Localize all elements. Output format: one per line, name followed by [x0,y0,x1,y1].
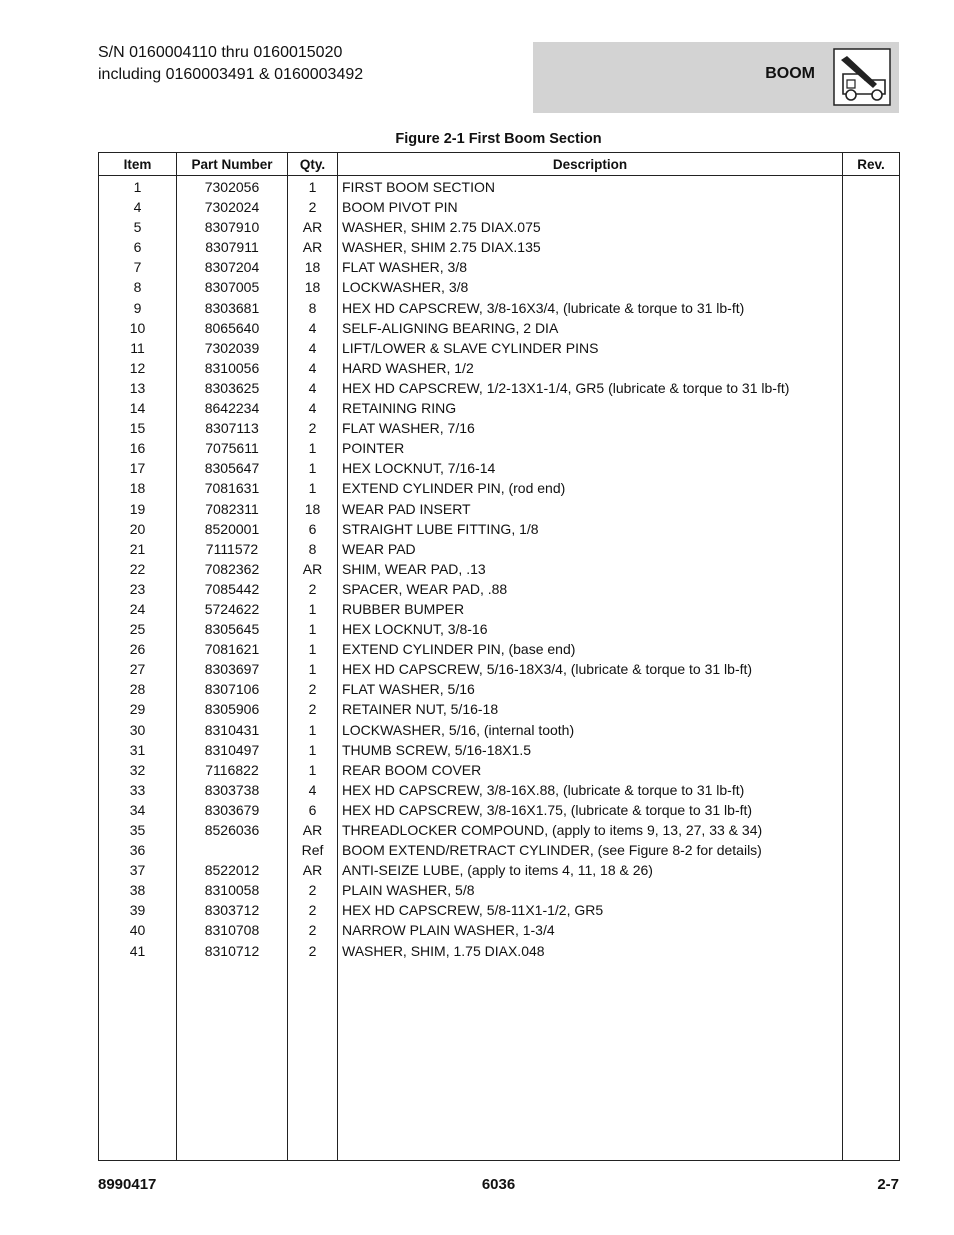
qty-cell: 1 [308,641,317,658]
description-cell: SPACER, WEAR PAD, .88 [342,580,508,597]
serial-line-1: S/N 0160004110 thru 0160015020 [98,44,343,61]
part-number-cell: 7082311 [205,500,259,517]
item-cell: 16 [129,440,146,457]
col-header-description: Description [338,153,843,176]
description-cell: BOOM PIVOT PIN [342,199,458,216]
qty-cell: Ref [301,842,324,859]
description-cell: WEAR PAD [342,540,416,557]
part-number-cell: 8303738 [204,781,260,798]
description-cell: BOOM EXTEND/RETRACT CYLINDER, (see Figure 8-2 for details) [342,842,762,859]
part-number-cell: 8307910 [204,219,260,236]
part-number-cell: 8310708 [204,922,260,939]
qty-cell: 4 [308,319,317,336]
part-number-cell: 7111572 [205,540,259,557]
description-cell: LIFT/LOWER & SLAVE CYLINDER PINS [342,339,599,356]
part-number-cell: 8065640 [204,319,260,336]
part-number-cell: 8310056 [204,359,260,376]
item-cell: 10 [129,319,146,336]
item-cell: 34 [129,801,146,818]
part-number-cell: 8642234 [204,400,260,417]
part-number-cell: 8303681 [204,299,260,316]
footer-model: 6036 [481,1176,516,1193]
item-cell: 41 [129,942,146,959]
part-number-cell: 7082362 [204,560,260,577]
description-cell: FLAT WASHER, 3/8 [342,259,467,276]
item-cell: 21 [129,540,146,557]
description-cell: REAR BOOM COVER [342,761,482,778]
qty-cell: 4 [308,781,317,798]
part-number-cell: 8307204 [204,259,260,276]
description-cell: WEAR PAD INSERT [342,500,471,517]
description-cell: HEX LOCKNUT, 7/16-14 [342,460,496,477]
description-cell: HEX HD CAPSCREW, 5/16-18X3/4, (lubricate & torque to 31 lb-ft) [342,661,753,678]
item-cell: 5 [133,219,142,236]
item-cell: 36 [129,842,146,859]
qty-cell: 2 [308,942,317,959]
item-cell: 4 [133,199,142,216]
item-cell: 27 [129,661,146,678]
qty-cell: 2 [308,882,317,899]
part-number-cell: 7302056 [204,179,260,195]
part-number-cell: 8305645 [204,621,260,638]
description-cell: HARD WASHER, 1/2 [342,359,474,376]
qty-cell: 1 [308,460,317,477]
item-cell: 33 [129,781,146,798]
part-number-cell: 8310058 [204,882,260,899]
parts-table [98,152,900,1161]
description-cell: PLAIN WASHER, 5/8 [342,882,475,899]
qty-cell: 2 [308,701,317,718]
item-cell: 23 [129,580,146,597]
qty-cell: 1 [308,440,317,457]
item-cell: 32 [129,761,146,778]
item-cell: 12 [129,359,146,376]
qty-cell: 2 [308,902,317,919]
qty-cell: 4 [308,339,317,356]
qty-cell: AR [302,560,323,577]
description-cell: LOCKWASHER, 5/16, (internal tooth) [342,721,575,738]
part-number-cell: 8520001 [204,520,260,537]
item-cell: 6 [133,239,142,256]
item-cell: 31 [129,741,146,758]
qty-cell: 2 [308,199,317,216]
table-header-row [99,153,900,176]
table-body [99,176,900,1161]
part-number-cell: 8303679 [204,801,260,818]
item-cell: 9 [133,299,142,316]
description-cell: EXTEND CYLINDER PIN, (rod end) [342,480,566,497]
part-number-cell: 7085442 [204,580,260,597]
figure-title: Figure 2-1 First Boom Section [395,131,602,147]
item-column [99,176,177,1161]
qty-cell: 1 [308,621,317,638]
qty-cell: 1 [308,761,317,778]
item-cell: 26 [129,641,146,658]
item-cell: 38 [129,882,146,899]
qty-cell: 1 [308,741,317,758]
item-cell: 35 [129,822,146,838]
item-cell: 20 [129,520,146,537]
qty-cell: AR [302,239,323,256]
item-cell: 18 [129,480,146,497]
item-cell: 40 [129,922,146,939]
description-cell: HEX HD CAPSCREW, 3/8-16X.88, (lubricate & torque to 31 lb-ft) [342,781,745,798]
telehandler-boom-icon [833,48,891,106]
description-cell: ANTI-SEIZE LUBE, (apply to items 4, 11, 18 & 26) [342,862,653,879]
part-number-cell: 8307911 [205,239,259,256]
part-number-cell [177,840,287,860]
qty-cell: 1 [308,661,317,678]
part-number-cell: 8307005 [204,279,260,296]
qty-cell: 18 [304,500,321,517]
section-title: BOOM [765,65,815,82]
description-cell: HEX HD CAPSCREW, 3/8-16X3/4, (lubricate & torque to 31 lb-ft) [342,299,745,316]
item-cell: 11 [130,339,145,356]
qty-cell: 4 [308,359,317,376]
qty-cell: 6 [308,801,317,818]
description-cell: FLAT WASHER, 5/16 [342,681,475,698]
description-cell: THUMB SCREW, 5/16-18X1.5 [342,741,532,758]
qty-cell: AR [302,822,323,838]
description-cell: WASHER, SHIM 2.75 DIAX.135 [342,239,541,256]
qty-cell: 8 [308,299,317,316]
qty-cell: 1 [308,480,317,497]
qty-cell: 1 [308,600,317,617]
qty-cell: 18 [304,279,321,296]
item-cell: 7 [133,259,142,276]
item-cell: 22 [129,560,146,577]
description-cell: HEX HD CAPSCREW, 1/2-13X1-1/4, GR5 (lubricate & torque to 31 lb-ft) [342,379,790,396]
item-cell: 39 [129,902,146,919]
col-header-qty: Qty. [288,153,338,176]
part-number-column [177,176,288,1161]
item-cell: 14 [129,400,146,417]
item-cell: 29 [129,701,146,718]
part-number-cell: 7081621 [204,641,260,658]
qty-cell: 6 [308,520,317,537]
qty-cell: 2 [308,580,317,597]
description-cell: FIRST BOOM SECTION [342,179,495,195]
item-cell: 37 [129,862,146,879]
description-cell: POINTER [342,440,405,457]
item-cell: 28 [129,681,146,698]
part-number-cell: 8303712 [204,902,260,919]
qty-column [288,176,338,1161]
part-number-cell: 8307113 [205,420,259,437]
part-number-cell: 8305906 [204,701,260,718]
description-cell: HEX HD CAPSCREW, 5/8-11X1-1/2, GR5 [342,902,604,919]
section-header-box [533,42,899,113]
item-cell: 17 [129,460,146,477]
description-cell: HEX HD CAPSCREW, 3/8-16X1.75, (lubricate & torque to 31 lb-ft) [342,801,753,818]
qty-cell: AR [302,862,323,879]
item-cell: 8 [133,279,142,296]
qty-cell: 1 [308,179,317,195]
part-number-cell: 7302039 [204,339,260,356]
part-number-cell: 7116822 [205,761,259,778]
part-number-cell: 5724622 [204,600,260,617]
description-column [338,176,843,1161]
part-number-cell: 8303625 [204,379,260,396]
rev-column [843,176,900,1161]
col-header-rev: Rev. [843,153,900,176]
qty-cell: 18 [304,259,321,276]
part-number-cell: 8310497 [204,741,260,758]
item-cell: 24 [129,600,146,617]
description-cell: NARROW PLAIN WASHER, 1-3/4 [342,922,555,939]
description-cell: EXTEND CYLINDER PIN, (base end) [342,641,576,658]
col-header-item: Item [99,153,177,176]
part-number-cell: 8310431 [204,721,260,738]
qty-cell: 2 [308,420,317,437]
description-cell: SHIM, WEAR PAD, .13 [342,560,486,577]
description-cell: RETAINING RING [342,400,457,417]
description-cell: WASHER, SHIM 2.75 DIAX.075 [342,219,541,236]
footer-page-number: 2-7 [877,1176,899,1193]
description-cell: THREADLOCKER COMPOUND, (apply to items 9, 13, 27, 33 & 34) [342,822,763,838]
description-cell: LOCKWASHER, 3/8 [342,279,469,296]
qty-cell: 4 [308,400,317,417]
item-cell: 15 [129,420,146,437]
item-cell: 1 [133,179,142,195]
item-cell: 30 [129,721,146,738]
qty-cell: AR [302,219,323,236]
item-cell: 25 [129,621,146,638]
footer-doc-number: 8990417 [98,1176,157,1193]
part-number-cell: 8305647 [204,460,260,477]
serial-number-range [98,42,363,86]
description-cell: WASHER, SHIM, 1.75 DIAX.048 [342,942,545,959]
col-header-part-number: Part Number [177,153,288,176]
item-cell: 13 [129,379,146,396]
item-cell: 19 [129,500,146,517]
part-number-cell: 7081631 [204,480,260,497]
part-number-cell: 7075611 [205,440,259,457]
serial-line-2: including 0160003491 & 0160003492 [98,66,364,83]
part-number-cell: 7302024 [204,199,260,216]
description-cell: STRAIGHT LUBE FITTING, 1/8 [342,520,539,537]
part-number-cell: 8310712 [204,942,260,959]
qty-cell: 2 [308,922,317,939]
description-cell: RETAINER NUT, 5/16-18 [342,701,499,718]
description-cell: SELF-ALIGNING BEARING, 2 DIA [342,319,559,336]
qty-cell: 1 [308,721,317,738]
description-cell: RUBBER BUMPER [342,600,465,617]
qty-cell: 8 [308,540,317,557]
description-cell: FLAT WASHER, 7/16 [342,420,475,437]
qty-cell: 4 [308,379,317,396]
description-cell: HEX LOCKNUT, 3/8-16 [342,621,488,638]
qty-cell: 2 [308,681,317,698]
part-number-cell: 8526036 [204,822,260,838]
part-number-cell: 8522012 [204,862,260,879]
part-number-cell: 8303697 [204,661,260,678]
part-number-cell: 8307106 [204,681,260,698]
